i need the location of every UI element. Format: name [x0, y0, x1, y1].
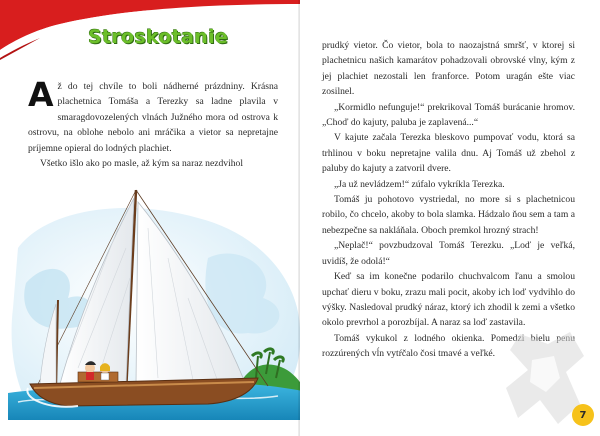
dropcap-letter: A — [28, 75, 54, 114]
page-number-badge: 7 — [572, 404, 594, 426]
right-paragraph-2: „Kormidlo nefunguje!“ prekrikoval Tomáš burácanie hromov. „Choď do kajuty, paluba je zaplavená...“ — [322, 101, 575, 129]
right-page-text — [322, 38, 575, 362]
right-paragraph-8: Tomáš vykukol z lodného okienka. Pomedzi bielu penu rozzúrených vĺn vytŕčalo čosi tmavé a veľké. — [322, 332, 575, 360]
right-paragraph-7: Keď sa im konečne podarilo chuchvalcom ľanu a smolou upchať dieru v boku, zrazu mali pocit, akoby ich loď vydvihlo do výšky. Nasledoval prudký náraz, ktorý ich zhodil k zemi a všetko okolo prevrhol a porozbíjal. A naraz sa loď zastavila. — [322, 271, 575, 329]
chapter-title: Stroskotanie — [88, 26, 229, 48]
right-paragraph-4: „Ja už nevládzem!“ zúfalo vykríkla Terezka. — [334, 178, 505, 190]
left-paragraph-2: Všetko išlo ako po masle, až kým sa naraz nezdvihol — [40, 158, 244, 170]
right-paragraph-6: „Neplač!“ povzbudzoval Tomáš Terezku. „Loď je veľká, uvidíš, že odolá!“ — [322, 240, 575, 267]
left-paragraph-1: ž do tej chvíle to boli nádherné prázdniny. Krásna plachetnica Tomáša a Terezky sa ladne plavila v smaragdovozelených vlnách Južného mora od ostrova k ostrovu, na oblohe nebolo ani mráčika a vietor sa nepretajne príjemne opieral do lodných plachiet. — [28, 81, 278, 154]
sailboat-illustration — [8, 188, 308, 420]
right-paragraph-1: prudký vietor. Čo vietor, bola to naozajstná smršť, v ktorej si plachetnicu našich kamarátov pohadzovali obrovské vlny, kým z jej plachiet nezostali len franforce. Potom uragán ešte viac zosilnel. — [322, 40, 575, 98]
left-page-text — [28, 75, 278, 171]
right-paragraph-3: V kajute začala Terezka bleskovo pumpovať vodu, ktorá sa trhlinou v boku nepretajne valila dnu. Aj Tomáš už zbehol z paluby do kajuty a zatvoril dvere. — [322, 132, 575, 175]
right-paragraph-5: Tomáš ju pohotovo vystriedal, no more si s plachetnicou robilo, čo chcelo, akoby to bola slamka. Hádzalo ňou sem a tam a nebezpečne sa nakláňala. Oboch premkol hrozný strach! — [322, 194, 575, 236]
